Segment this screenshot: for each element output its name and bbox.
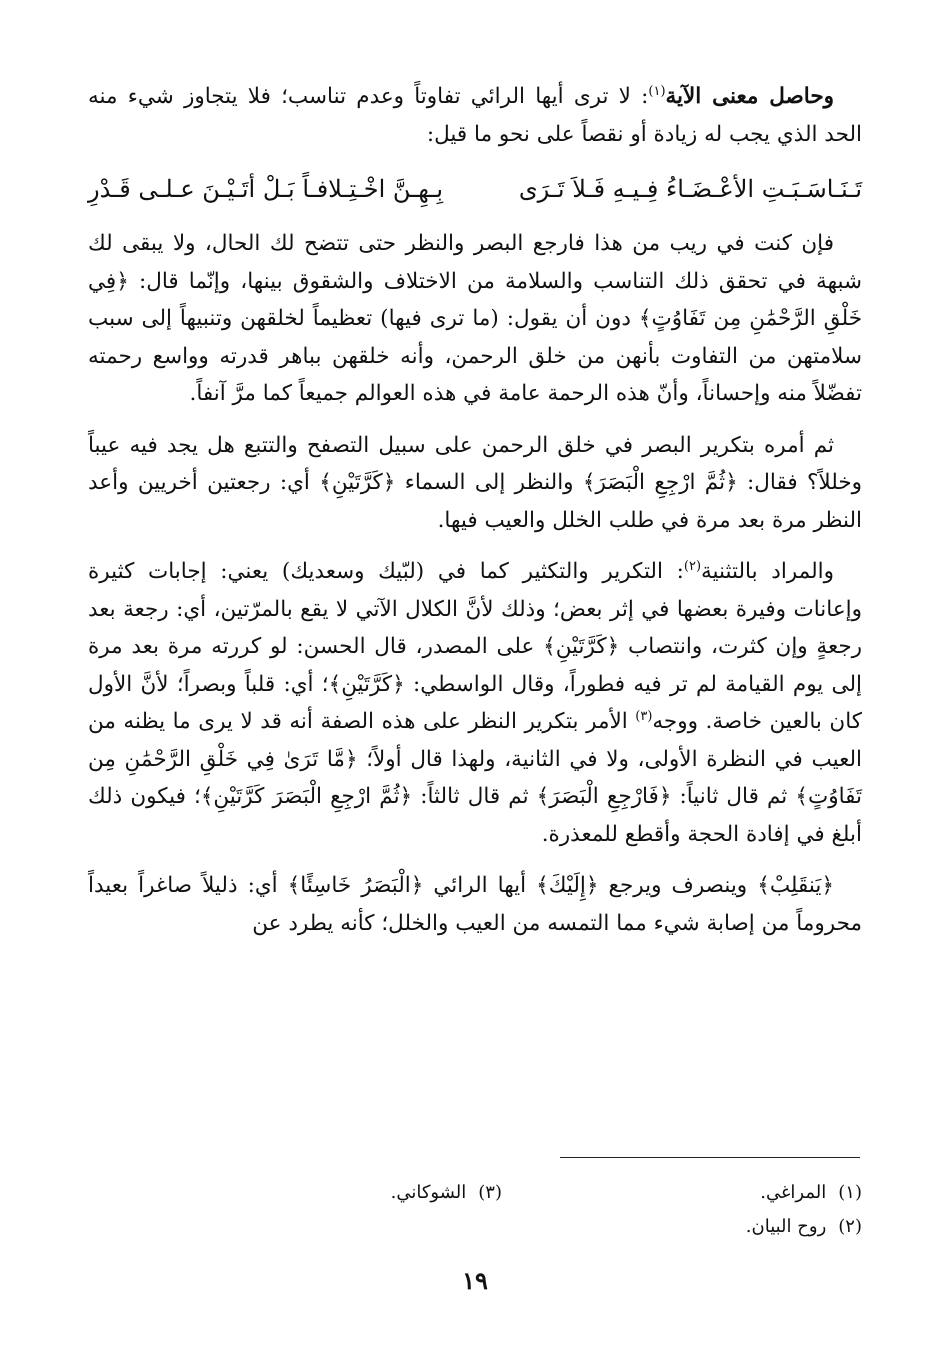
paragraph-1 — [88, 78, 862, 153]
paragraph-5: ﴿يَنقَلِبْ﴾ وينصرف ويرجع ﴿إِلَيْكَ﴾ أيها الرائي ﴿الْبَصَرُ خَاسِئًا﴾ أي: ذليلاً صاغراً بعيداً محروماً من إصابة شيء مما التمسه من العيب والخلل؛ كأنه يطرد عن — [88, 873, 862, 936]
paragraph-2: فإن كنت في ريب من هذا فارجع البصر والنظر حتى تتضح لك الحال، ولا يبقى لك شبهة في تحقق ذلك التناسب والسلامة من الاختلاف والشقوق بينها، وإنّما قال: ﴿فِي خَلْقِ الرَّحْمَٰنِ مِن تَفَاوُتٍ﴾ دون أن يقول: (ما ترى فيها) تعظيماً لخلقهن وتنبيهاً إلى سبب سلامتهن من التفاوت بأنهن من خلق الرحمن، وأنه خلقهن بباهر قدرته وواسع رحمته تفضّلاً منه وإحساناً، وأنّ هذه الرحمة عامة في هذه العوالم جميعاً كما مرَّ آنفاً. — [88, 231, 862, 406]
poetry-verse — [88, 167, 862, 211]
paragraph-text-continued: الأمر بتكرير النظر على هذه الصفة أنه قد لا يرى ما يظنه من العيب في النظرة الأولى، ولا في الثانية، ولهذا قال أولاً؛ ﴿مَّا تَرَىٰ فِي خَلْقِ الرَّحْمَٰنِ مِن تَفَاوُتٍ﴾ ثم قال ثانياً: ﴿فَارْجِعِ الْبَصَرَ﴾ ثم قال ثالثاً: ﴿ثُمَّ ارْجِعِ الْبَصَرَ كَرَّتَيْنِ﴾؛ فيكون ذلك أبلغ في إفادة الحجة وأقطع للمعذرة. — [88, 709, 862, 847]
footnote-2: (٢)روح البيان. — [745, 1216, 862, 1237]
paragraph-text: : التكرير والتكثير كما في (لبّيك وسعديك) يعني: إجابات كثيرة وإعانات وفيرة بعضها في إثر بعض؛ وذلك لأنَّ الكلال الآتي لا يقع بالمرّتين، أي: رجعة بعد رجعةٍ وإن كثرت، وانتصاب ﴿كَرَّتَيْنِ﴾ على المصدر، قال الحسن: لو كررته مرة بعد مرة إلى يوم القيامة لم تر فيه فطوراً، وقال الواسطي: ﴿كَرَّتَيْنِ﴾؛ أي: قلباً وبصراً؛ لأنَّ الأول كان بالعين خاصة. ووجه — [88, 559, 862, 734]
page-number: ١٩ — [462, 1266, 488, 1295]
paragraph-lead: والمراد بالتثنية — [701, 559, 834, 584]
paragraph-4 — [88, 553, 862, 853]
footnotes — [88, 1176, 862, 1244]
verse-first-hemistich: تَـنَـاسَـبَـتِ الأعْـضَـاءُ فِـيـهِ فَـلاَ تَـرَى — [518, 175, 862, 203]
footnote-ref-2: (٢) — [683, 558, 702, 574]
footnote-separator — [560, 1157, 860, 1158]
paragraph-text: : لا ترى أيها الرائي تفاوتاً وعدم تناسب؛ فلا يتجاوز شيء منه الحد الذي يجب له زيادة أو نقصاً على نحو ما قيل: — [88, 84, 862, 147]
footnote-1: (١)المراغي. — [760, 1182, 862, 1203]
footnote-ref-1: (١) — [648, 83, 666, 99]
paragraph-lead: وحاصل معنى الآية — [665, 84, 834, 109]
footnote-3: (٣)الشوكاني. — [390, 1182, 502, 1203]
main-text — [88, 78, 862, 956]
verse-second-hemistich: بِـهِـنَّ اخْـتِـلافـاً بَـلْ أتَـيْـنَ عـلـى قَـدْرِ — [88, 175, 443, 203]
footnote-ref-3: (٣) — [635, 708, 653, 724]
paragraph-3: ثم أمره بتكرير البصر في خلق الرحمن على سبيل التصفح والتتبع هل يجد فيه عيباً وخللاً؟ فقال: ﴿ثُمَّ ارْجِعِ الْبَصَرَ﴾ والنظر إلى السماء ﴿كَرَّتَيْنِ﴾ أي: رجعتين أخريين وأعد النظر مرة بعد مرة في طلب الخلل والعيب فيها. — [88, 432, 862, 533]
